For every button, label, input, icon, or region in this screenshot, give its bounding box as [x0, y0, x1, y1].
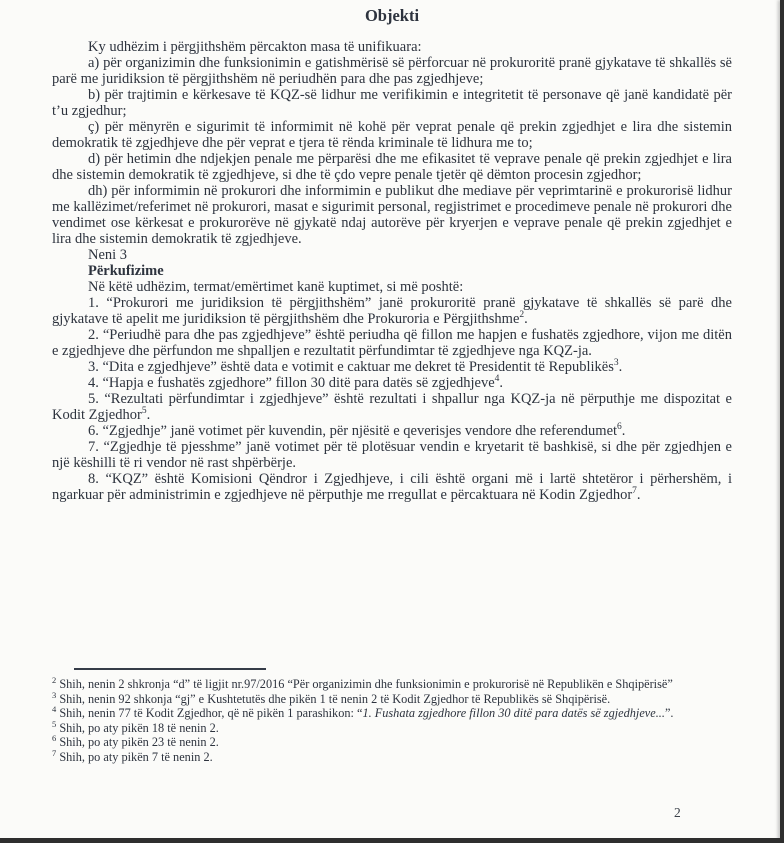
page-number: 2 — [674, 805, 681, 820]
footnote-text: Shih, nenin 2 shkronja “d” të ligjit nr.97/2016 “Për organizimin dhe funksionimin e prokurorisë në Republikën e Shqipërisë” — [56, 677, 673, 691]
section-heading: Neni 3 — [88, 247, 128, 263]
definition-text: 8. “KQZ” është Komisioni Qëndror i Zgjedhjeve, i cili është organi më i lartë shtetëror i përhershëm, i ngarkuar për administrimin e zgjedhjeve në përputhje me rregullat e përcaktuara në Kodin Zgjedhor — [52, 471, 732, 503]
definition-item-1 — [52, 295, 732, 327]
footnote-tail: ”. — [664, 706, 674, 721]
definition-text: 5. “Rezultati përfundimtar i zgjedhjeve” është rezultati i shpallur nga KQZ-ja në përputhje me dispozitat e Kodit Zgjedhor — [52, 391, 732, 423]
footnote-marker-5: 5 — [52, 718, 57, 729]
footnote-marker-3: 3 — [52, 689, 57, 700]
definition-item-3 — [52, 359, 732, 375]
list-item-a: a) për organizimin dhe funksionimin e gatishmërisë së përforcuar në prokuroritë pranë gjykatave të shkallës së parë me juridiksion të përgjithshëm në periudhën para dhe pas zgjedhjeve; — [52, 55, 732, 87]
footnote-ref-5: 5 — [141, 406, 147, 417]
footnote-text: Shih, nenin 77 të Kodit Zgjedhor, që në pikën 1 parashikon: “ — [56, 706, 363, 721]
definition-text: 6. “Zgjedhje” janë votimet për kuvendin, për njësitë e qeverisjes vendore dhe referendumet — [88, 423, 618, 439]
definition-text: 4. “Hapja e fushatës zgjedhore” fillon 30 ditë para datës së zgjedhjeve — [88, 375, 495, 391]
list-item-d: d) për hetimin dhe ndjekjen penale me përparësi dhe me efikasitet të veprave penale që prekin zgjedhjet e lira dhe sistemin demokratik të zgjedhjeve, si dhe të çdo vepre penale tjetër që dëmton procesin zgjedhor; — [52, 151, 732, 183]
footnote-marker-4: 4 — [52, 704, 57, 715]
definition-text: 2. “Periudhë para dhe pas zgjedhjeve” është periudha që fillon me hapjen e fushatës zgjedhore, vijon me ditën e zgjedhjeve dhe përfundon me shpalljen e rezultatit përfundimtar të zgjedhjeve nga KQZ-ja. — [52, 327, 732, 359]
footnote-marker-6: 6 — [52, 733, 57, 744]
footnote-text: Shih, nenin 92 shkonja “gj” e Kushtetutës dhe pikën 1 të nenin 2 të Kodit Zgjedhor të Republikës së Shqipërisë. — [56, 691, 611, 706]
definitions-intro: Në këtë udhëzim, termat/emërtimet kanë kuptimet, si më poshtë: — [88, 279, 464, 295]
section-subheading: Përkufizime — [88, 263, 164, 279]
footnote-ref-3: 3 — [613, 358, 619, 369]
scan-edge-right — [780, 0, 784, 843]
footnote-marker-2: 2 — [52, 674, 57, 685]
definition-tail: . — [621, 423, 626, 439]
footnote-text: Shih, po aty pikën 7 të nenin 2. — [56, 749, 213, 764]
list-item-c: ç) për mënyrën e sigurimit të informimit në kohë për veprat penale që prekin zgjedhjet e lira dhe sistemin demokratik të zgjedhjeve dhe për veprat e tjera të rënda kriminale të lidhura me to; — [52, 119, 732, 151]
scan-edge-bottom — [0, 838, 784, 843]
footnote-5 — [52, 718, 732, 736]
footnote-6 — [52, 735, 732, 750]
section1-intro: Ky udhëzim i përgjithshëm përcakton masa të unifikuara: — [88, 39, 422, 55]
definition-text: 1. “Prokurori me juridiksion të përgjithshëm” janë prokuroritë pranë gjykatave të shkallës së parë dhe gjykatave të apelit me juridiksion të përgjithshëm dhe Prokuroria e Përgjithshme — [52, 295, 732, 327]
definition-text: 3. “Dita e zgjedhjeve” është data e votimit e caktuar me dekret të Presidentit të Republikës — [88, 359, 614, 375]
definition-tail: . — [636, 487, 641, 503]
definition-text: 7. “Zgjedhje të pjesshme” janë votimet për të plotësuar vendin e kryetarit të bashkisë, si dhe për zgjedhjen e një këshilli të ri vendor në rast shpërbërje. — [52, 439, 732, 471]
footnote-quote-italic: 1. Fushata zgjedhore fillon 30 ditë para datës së zgjedhjeve... — [362, 706, 665, 721]
definition-item-2 — [52, 327, 732, 359]
list-item-b: b) për trajtimin e kërkesave të KQZ-së lidhur me verifikimin e integritetit të personave që janë kandidatë për t’u zgjedhur; — [52, 87, 732, 119]
list-item-dh: dh) për informimin në prokurori dhe informimin e publikut dhe mediave për veprimtarinë e prokurorisë lidhur me kallëzimet/referimet në prokurori, masat e sigurimit personal, regjistrimet e procedimeve penale në prokurori dhe vendimet ose kërkesat e prokurorëve në gjykatë ndaj autorëve për kryerjen e veprave penale që prekin zgjedhjet e lira dhe sistemin demokratik të zgjedhjeve. — [52, 183, 732, 247]
footnote-marker-7: 7 — [52, 747, 57, 758]
footnote-4 — [52, 706, 732, 721]
definition-item-6 — [52, 423, 732, 439]
footnote-ref-6: 6 — [617, 422, 622, 433]
footnote-ref-4: 4 — [494, 374, 500, 385]
doc-title: Objekti — [364, 6, 420, 25]
footnote-2 — [52, 674, 732, 692]
definition-item-8 — [52, 471, 732, 503]
footnotes-section — [52, 668, 732, 765]
footnote-7 — [52, 747, 732, 765]
footnote-text: Shih, po aty pikën 23 të nenin 2. — [56, 735, 219, 750]
footnote-3 — [52, 689, 732, 707]
footnote-text: Shih, po aty pikën 18 të nenin 2. — [56, 720, 219, 735]
definition-tail: . — [618, 359, 623, 375]
footnote-ref-7: 7 — [632, 486, 637, 497]
footnote-separator — [74, 668, 266, 670]
definition-item-4 — [52, 375, 732, 391]
definition-tail: . — [146, 407, 151, 423]
definition-item-5 — [52, 391, 732, 423]
definition-tail: . — [499, 375, 504, 391]
footnote-ref-2: 2 — [519, 310, 525, 321]
definition-item-7 — [52, 439, 732, 471]
definition-tail: . — [524, 311, 528, 327]
